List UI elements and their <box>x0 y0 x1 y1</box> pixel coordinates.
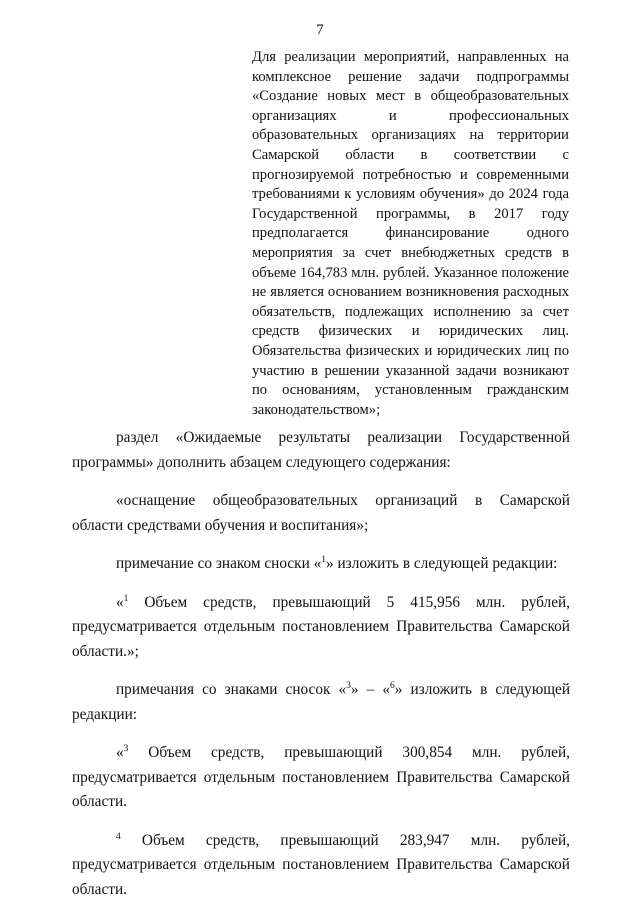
paragraph-equipment: «оснащение общеобразовательных организаций в Самарской области средствами обучения и воспитания»; <box>72 492 570 534</box>
quoted-amendment-block <box>252 48 569 420</box>
paragraph-footnote-3-text <box>72 741 570 815</box>
quoted-paragraph: Для реализации мероприятий, направленных на комплексное решение задачи подпрограммы «Создание новых мест в общеобразовательных организациях и профессиональных образовательных организациях на территории Самарской области в соответствии с прогнозируемой потребностью и современными требованиями к условиям обучения» до 2024 года Государственной программы, в 2017 году предполагается финансирование одного мероприятия за счет внебюджетных средств в объеме 164,783 млн. рублей. Указанное положение не является основанием возникновения расходных обязательств, подлежащих исполнению за счет средств физических и юридических лиц. Обязательства физических и юридических лиц по участию в решении указанной задачи возникают по основаниям, установленным гражданским законодательством»; <box>252 49 569 418</box>
paragraph-footnotes-3-6-intro <box>72 678 570 727</box>
footnote-marker: 1 <box>321 554 326 565</box>
text-fragment: » изложить в следующей редакции: <box>326 555 558 572</box>
text-fragment: Объем средств, превышающий 300,854 млн. рублей, предусматривается отдельным постановлением Правительства Самарской области. <box>72 744 570 810</box>
text-fragment: « <box>116 593 124 611</box>
paragraph-footnote-4-text <box>72 829 570 903</box>
text-fragment: примечания со знаками сносок « <box>116 681 347 698</box>
footnote-marker: 3 <box>346 680 351 691</box>
text-fragment: примечание со знаком сноски « <box>116 555 322 572</box>
paragraph-footnote-1-intro <box>72 552 570 577</box>
text-fragment: » изложить в следующей редакции: <box>72 681 571 723</box>
footnote-marker: 3 <box>123 743 129 754</box>
footnote-marker: 6 <box>390 680 395 691</box>
page-number: 7 <box>316 22 324 38</box>
text-fragment: Объем средств, превышающий 5 415,956 млн. рублей, предусматривается отдельным постановлением Правительства Самарской области.»; <box>72 593 570 660</box>
document-body <box>72 426 570 916</box>
paragraph-footnote-1-text <box>72 591 570 665</box>
text-fragment: » – « <box>350 681 390 698</box>
footnote-marker: 4 <box>116 831 121 842</box>
text-fragment: Объем средств, превышающий 283,947 млн. рублей, предусматривается отдельным постановлением Правительства Самарской области. <box>72 831 570 898</box>
paragraph-section-results: раздел «Ожидаемые результаты реализации Государственной программы» дополнить абзацем следующего содержания: <box>72 429 570 471</box>
text-fragment: « <box>116 744 124 761</box>
footnote-marker: 1 <box>123 593 129 604</box>
